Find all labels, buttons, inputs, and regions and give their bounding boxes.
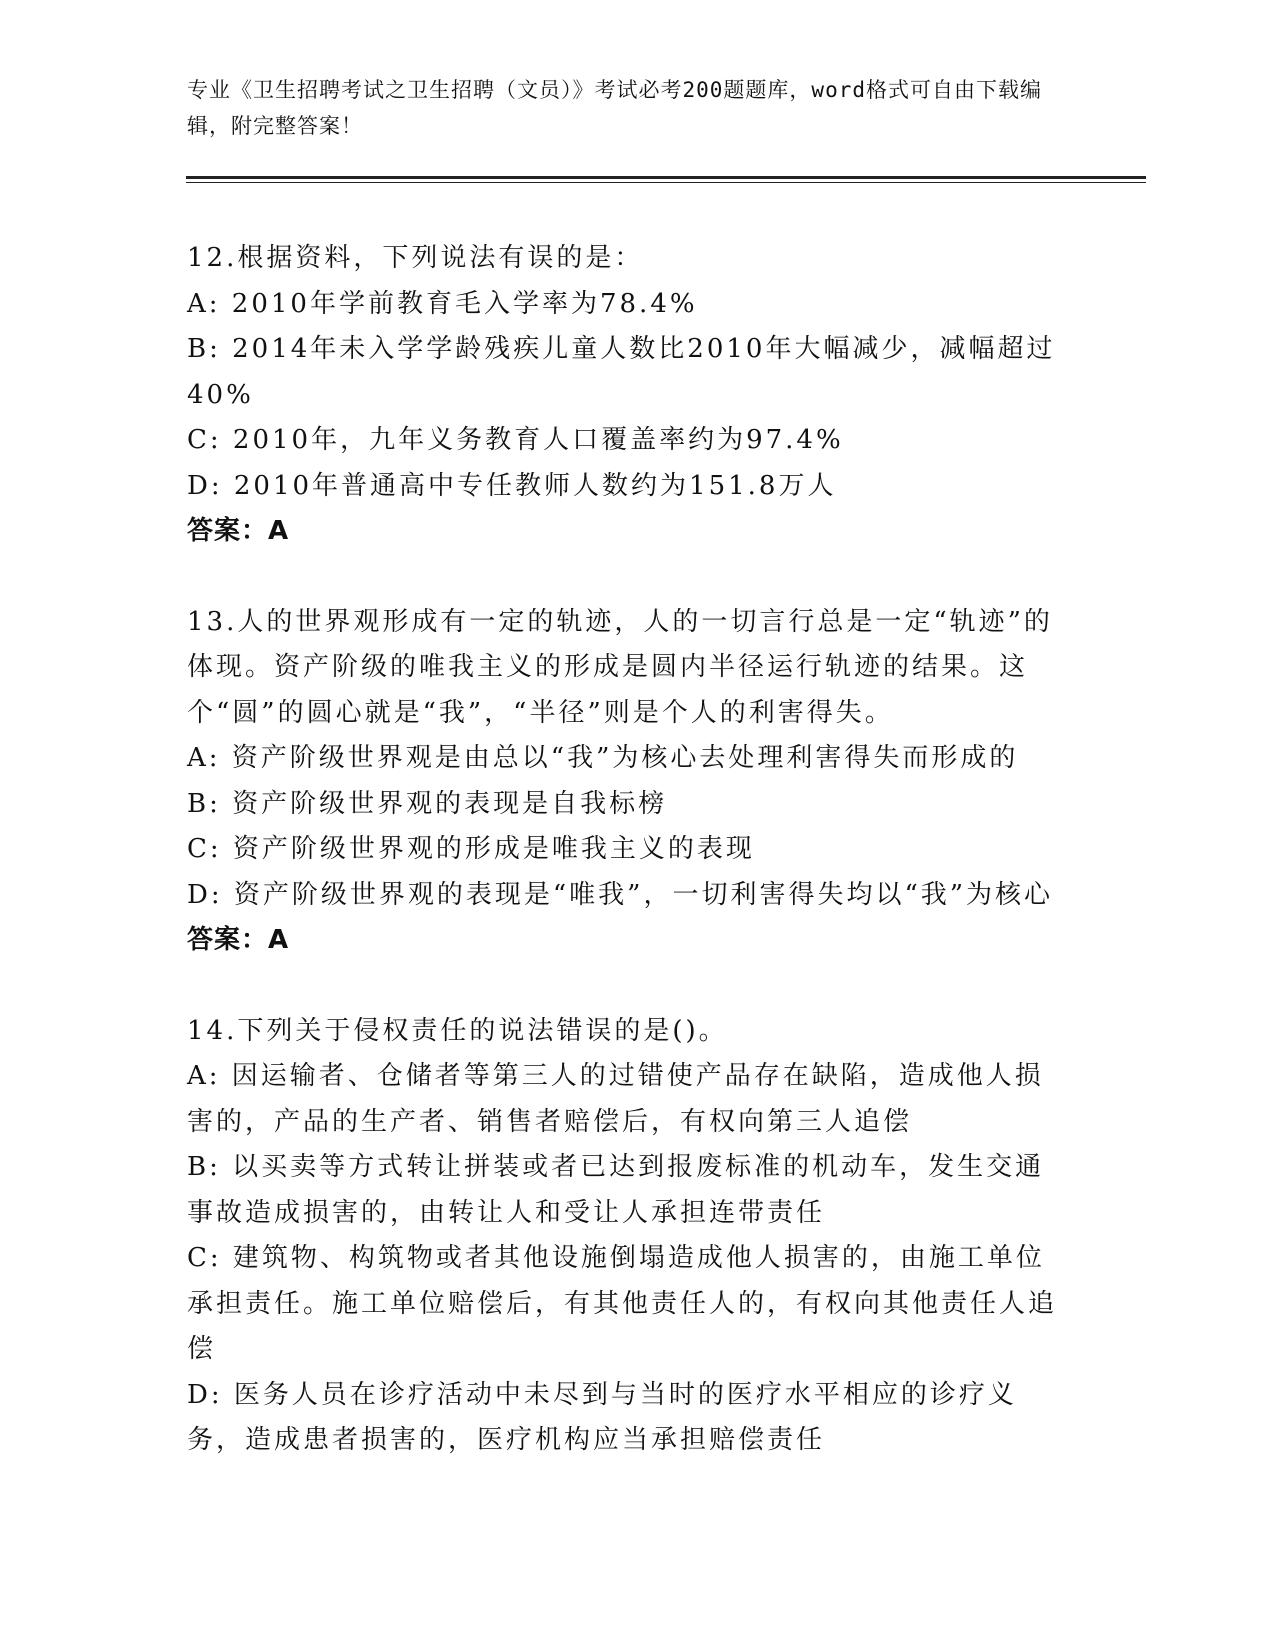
option-b: B: 以买卖等方式转让拼装或者已达到报废标准的机动车，发生交通事故造成损害的，由转让人和受让人承担连带责任 <box>187 1152 1045 1228</box>
answer: 答案：A <box>187 925 290 955</box>
option-b: B: 资产阶级世界观的表现是自我标榜 <box>187 788 668 819</box>
question-stem: 13.人的世界观形成有一定的轨迹，人的一切言行总是一定“轨迹”的体现。资产阶级的唯我主义的形成是圆内半径运行轨迹的结果。这个“圆”的圆心就是“我”，“半径”则是个人的利害得失。 <box>187 606 1053 728</box>
option-c: C: 2010年，九年义务教育人口覆盖率约为97.4% <box>187 425 844 455</box>
option-a: A: 2010年学前教育毛入学率为78.4% <box>187 288 698 319</box>
option-d: D: 2010年普通高中专任教师人数约为151.8万人 <box>187 470 837 501</box>
option-b: B: 2014年未入学学龄残疾儿童人数比2010年大幅减少，减幅超过40% <box>187 334 1056 410</box>
question-14 <box>187 1009 1067 1464</box>
option-d: D: 医务人员在诊疗活动中未尽到与当时的医疗水平相应的诊疗义务，造成患者损害的，医疗机构应当承担赔偿责任 <box>187 1379 1017 1455</box>
option-a: A: 资产阶级世界观是由总以“我”为核心去处理利害得失而形成的 <box>187 743 1019 773</box>
option-a: A: 因运输者、仓储者等第三人的过错使产品存在缺陷，造成他人损害的，产品的生产者、销售者赔偿后，有权向第三人追偿 <box>187 1061 1044 1137</box>
header-rule-thick <box>186 176 1146 179</box>
option-c: C: 资产阶级世界观的形成是唯我主义的表现 <box>187 834 755 864</box>
question-stem: 12.根据资料，下列说法有误的是： <box>187 243 644 273</box>
option-c: C: 建筑物、构筑物或者其他设施倒塌造成他人损害的，由施工单位承担责任。施工单位赔偿后，有其他责任人的，有权向其他责任人追偿 <box>187 1243 1058 1364</box>
question-stem: 14.下列关于侵权责任的说法错误的是()。 <box>187 1015 728 1046</box>
questions-body <box>187 236 1067 1509</box>
answer: 答案：A <box>187 516 290 546</box>
option-d: D: 资产阶级世界观的表现是“唯我”，一切利害得失均以“我”为核心 <box>187 879 1054 910</box>
question-12 <box>187 236 1067 555</box>
question-13 <box>187 600 1067 964</box>
header-rule-thin <box>186 182 1146 183</box>
header-title: 专业《卫生招聘考试之卫生招聘（文员）》考试必考200题题库，word格式可自由下载编辑，附完整答案！ <box>187 78 1042 138</box>
